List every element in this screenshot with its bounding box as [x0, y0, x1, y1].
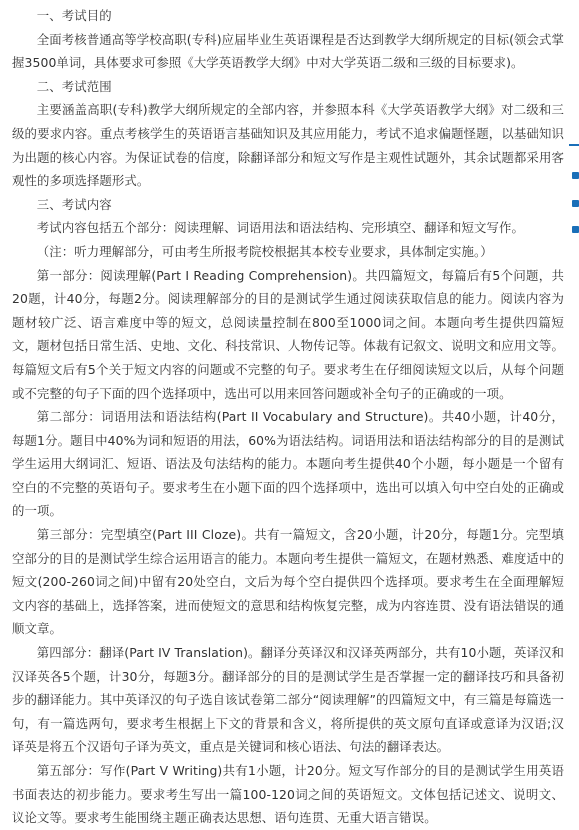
paragraph-part-1: 第一部分：阅读理解(Part I Reading Comprehension)。共四篇短文，每篇后有5个问题，共20题，计40分，每题2分。阅读理解部分的目的是测试学生通过阅读获取信息的能力。阅读内容为题材较广泛、语言难度中等的短文，总阅读量控制在800至1000词之间。本题向考生提供四篇短文，题材包括日常生活、史地、文化、科技常识、人物传记等。体裁有记叙文、说明文和应用文等。每篇短文后有5个关于短文内容的问题或不完整的句子。要求考生在仔细阅读短文以后，从每个问题或不完整的句子下面的四个选择项中，选出可以用来回答问题或补全句子的正确或的一项。 [12, 267, 564, 401]
paragraph-part-3: 第三部分：完型填空(Part III Cloze)。共有一篇短文，含20小题，计20分，每题1分。完型填空部分的目的是测试学生综合运用语言的能力。本题向考生提供一篇短文，在题材熟悉、难度适中的短文(200-260词之间)中留有20处空白，文后为每个空白提供四个选择项。要求考生在全面理解短文内容的基础上，选择答案，进而使短文的意思和结构恢复完整，成为内容连贯、没有语法错误的通顺文章。 [12, 527, 564, 637]
paragraph-part-4: 第四部分：翻译(Part IV Translation)。翻译分英译汉和汉译英两部分，共有10小题，英译汉和汉译英各5个题，计30分，每题3分。翻译部分的目的是测试学生是否掌握一定的翻译技巧和具备初步的翻译能力。其中英译汉的句子选自该试卷第二部分“阅读理解”的四篇短文中，有三篇是每篇选一句，有一篇选两句，要求考生根据上下文的背景和含义，将所提供的英文原句直译或意译为汉语;汉译英是将五个汉语句子译为英文，重点是关键词和核心语法、句法的翻译表达。 [12, 645, 564, 755]
section-heading-purpose: 一、考试目的 [36, 8, 112, 23]
sidebar-edge-fragment [569, 130, 579, 240]
article-body [12, 4, 564, 830]
sidebar-edge-mark [572, 226, 579, 233]
section-heading-content: 三、考试内容 [36, 196, 112, 212]
section-heading-scope: 二、考试范围 [36, 78, 112, 94]
paragraph-scope: 主要涵盖高职(专科)教学大纲所规定的全部内容，并参照本科《大学英语教学大纲》对二级和三级的要求内容。重点考核学生的英语语言基础知识及其应用能力，考试不追求偏题怪题，以基础知识为出题的核心内容。为保证试卷的信度，除翻译部分和短文写作是主观性试题外，其余试题都采用客观性的多项选择题形式。 [12, 102, 564, 189]
sidebar-edge-mark [572, 172, 579, 179]
paragraph-content-overview: 考试内容包括五个部分：阅读理解、词语用法和语法结构、完形填空、翻译和短文写作。 [36, 220, 524, 236]
paragraph-listening-note: （注：听力理解部分，可由考生所报考院校根据其本校专业要求，具体制定实施。） [36, 243, 493, 259]
paragraph-purpose: 全面考核普通高等学校高职(专科)应届毕业生英语课程是否达到教学大纲所规定的目标(领会式掌握3500单词，具体要求可参照《大学英语教学大纲》中对大学英语二级和三级的目标要求)。 [12, 31, 564, 71]
paragraph-part-2: 第二部分：词语用法和语法结构(Part II Vocabulary and Structure)。共40小题，计40分，每题1分。题目中40%为词和短语的用法，60%为语法结构。词语用法和语法结构部分的目的是测试学生运用大纲词汇、短语、语法及句法结构的能力。本题向考生提供40个小题，每小题是一个留有空白的不完整的英语句子。要求考生在小题下面的四个选择项中，选出可以填入句中空白处的正确或的一项。 [12, 409, 564, 519]
sidebar-edge-mark [572, 200, 579, 207]
paragraph-part-5: 第五部分：写作(Part V Writing)共有1小题，计20分。短文写作部分的目的是测试学生用英语书面表达的初步能力。要求考生写出一篇100-120词之间的英语短文。文体包括记述文、说明文、议论文等。要求考生能围绕主题正确表达思想、语句连贯、无重大语言错误。 [12, 763, 564, 826]
sidebar-edge-line [569, 144, 579, 146]
